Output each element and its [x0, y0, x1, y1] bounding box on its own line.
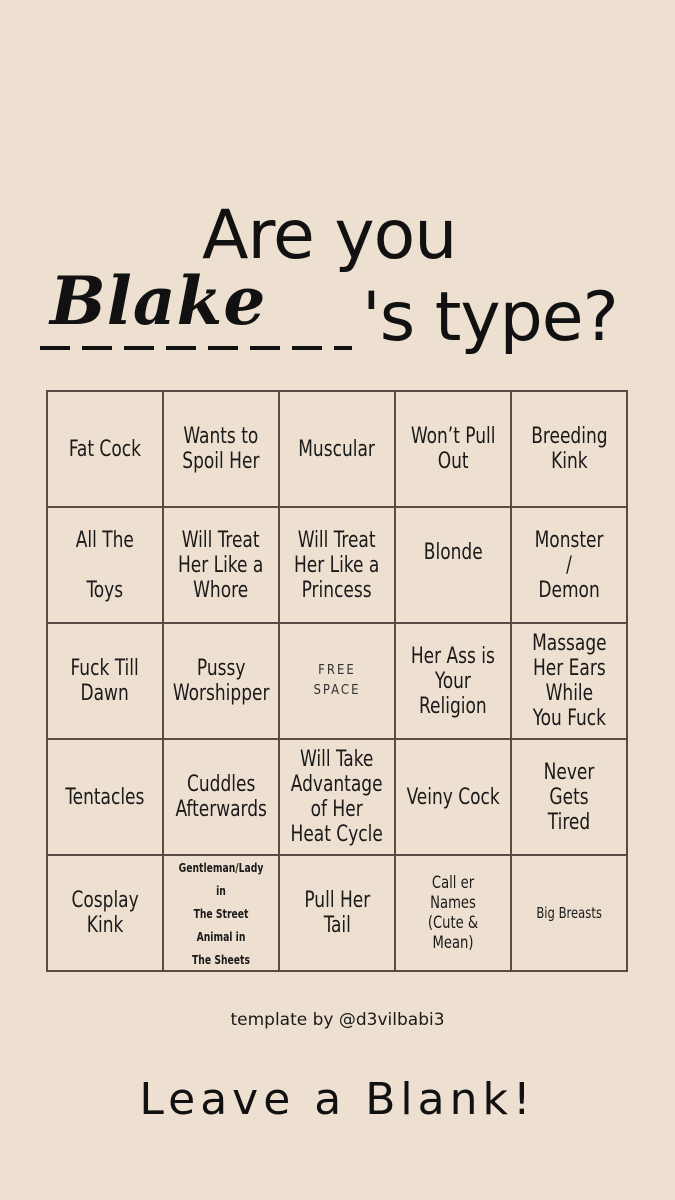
bingo-cell-text: Will Treat Her Like a Princess: [294, 527, 380, 603]
bingo-cell-text: Fuck Till Dawn: [70, 656, 140, 706]
bingo-cell[interactable]: [163, 391, 279, 507]
bingo-cell[interactable]: [395, 739, 511, 855]
bingo-cell-text: Massage Her Ears While You Fuck: [531, 631, 607, 731]
bingo-cell-text: Cuddles Afterwards: [175, 772, 267, 822]
bingo-cell-text: Won’t Pull Out: [410, 424, 496, 474]
bingo-cell-text: Gentleman/Lady in The Street Animal in The Sheets: [178, 859, 264, 967]
bingo-cell[interactable]: [395, 507, 511, 623]
bingo-cell[interactable]: [163, 507, 279, 623]
template-credit: template by @d3vilbabi3: [230, 1010, 445, 1030]
bingo-cell[interactable]: [511, 391, 627, 507]
bingo-cell-text: Pull Her Tail: [304, 888, 370, 938]
bingo-cell-text: Breeding Kink: [530, 424, 608, 474]
bingo-cell[interactable]: [511, 507, 627, 623]
free-space-text: FREE SPACE: [313, 663, 361, 698]
bingo-cell-text: Cosplay Kink: [71, 888, 139, 938]
bingo-cell[interactable]: [47, 739, 163, 855]
bingo-cell[interactable]: [395, 623, 511, 739]
bingo-cell-text: Will Take Advantage of Her Heat Cycle: [290, 747, 384, 847]
bingo-cell[interactable]: [395, 855, 511, 971]
bingo-cell-text: All The Toys: [75, 527, 135, 603]
bingo-cell-text: Big Breasts: [536, 903, 602, 922]
bingo-cell-text: Tentacles: [65, 784, 145, 810]
title-type: 's type?: [362, 278, 618, 357]
bingo-cell[interactable]: [511, 855, 627, 971]
bingo-cell[interactable]: [47, 391, 163, 507]
bingo-cell[interactable]: [279, 739, 395, 855]
bingo-cell-text: Monster / Demon: [534, 527, 604, 603]
name-blank: [40, 262, 352, 354]
bingo-cell[interactable]: [163, 739, 279, 855]
bingo-cell[interactable]: [163, 855, 279, 971]
bingo-cell-text: Call er Names (Cute & Mean): [427, 873, 479, 953]
bingo-cell-text: Never Gets Tired: [543, 759, 595, 835]
blank-underline: [40, 344, 352, 352]
bingo-cell[interactable]: [395, 391, 511, 507]
bingo-cell[interactable]: [279, 391, 395, 507]
bingo-cell[interactable]: [47, 855, 163, 971]
footer-instruction: Leave a Blank!: [139, 1074, 536, 1125]
bingo-cell[interactable]: [279, 855, 395, 971]
bingo-cell[interactable]: [47, 623, 163, 739]
bingo-cell[interactable]: [47, 507, 163, 623]
title-are-you: Are you: [202, 196, 457, 275]
bingo-cell-text: Blonde: [423, 540, 483, 565]
bingo-cell-free-space[interactable]: [279, 623, 395, 739]
bingo-cell-text: Will Treat Her Like a Whore: [178, 527, 264, 603]
bingo-cell-text: Muscular: [298, 436, 376, 462]
bingo-cell[interactable]: [511, 739, 627, 855]
bingo-cell[interactable]: [163, 623, 279, 739]
bingo-cell[interactable]: [511, 623, 627, 739]
bingo-cell-text: Her Ass is Your Religion: [410, 643, 496, 719]
bingo-cell-text: Pussy Worshipper: [172, 656, 270, 706]
bingo-cell[interactable]: [279, 507, 395, 623]
bingo-cell-text: Wants to Spoil Her: [182, 424, 260, 474]
bingo-cell-text: Fat Cock: [68, 436, 142, 462]
handwritten-name: Blake: [50, 262, 267, 340]
bingo-cell-text: Veiny Cock: [406, 784, 500, 810]
bingo-grid: [46, 390, 628, 972]
